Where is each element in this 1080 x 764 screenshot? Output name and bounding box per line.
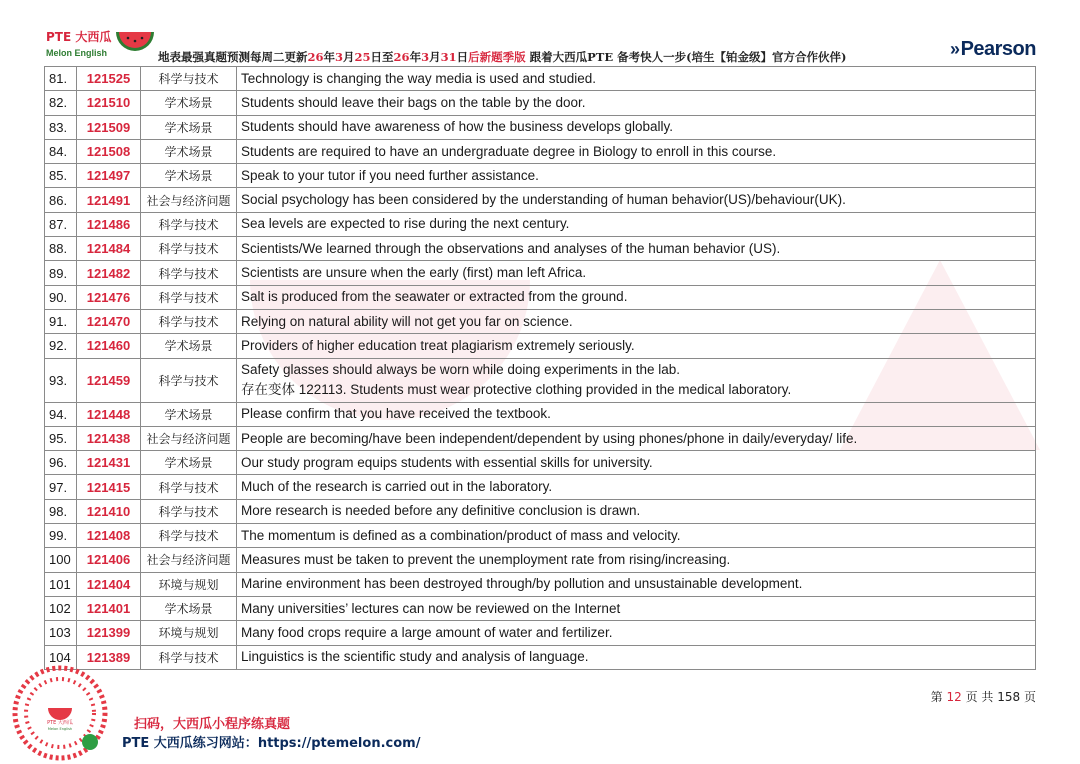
pearson-logo: »Pearson	[950, 38, 1036, 60]
row-number: 90.	[45, 285, 77, 309]
row-number: 91.	[45, 309, 77, 333]
row-number: 82.	[45, 91, 77, 115]
category: 社会与经济问题	[141, 426, 237, 450]
category: 科学与技术	[141, 475, 237, 499]
sentence: Students should have awareness of how the business develops globally.	[241, 119, 674, 135]
page-number: 第 12 页 共 158 页	[930, 690, 1036, 704]
question-id: 121525	[77, 67, 141, 91]
sentence-text	[237, 524, 1036, 548]
sentence: Sea levels are expected to rise during the next century.	[241, 216, 570, 232]
footer-website: PTE 大西瓜练习网站：https://ptemelon.com/	[122, 736, 421, 751]
category: 科学与技术	[141, 524, 237, 548]
sentence: More research is needed before any definitive conclusion is drawn.	[241, 503, 641, 519]
sentence-text	[237, 548, 1036, 572]
sentence: Marine environment has been destroyed through/by pollution and unsustainable development.	[241, 576, 803, 592]
category: 学术场景	[141, 402, 237, 426]
question-id: 121510	[77, 91, 141, 115]
category: 学术场景	[141, 139, 237, 163]
row-number: 99.	[45, 524, 77, 548]
sentence-text	[237, 499, 1036, 523]
category: 学术场景	[141, 596, 237, 620]
sentence-text	[237, 621, 1036, 645]
sentence: Many universities’ lectures can now be reviewed on the Internet	[241, 600, 621, 616]
category: 环境与规划	[141, 621, 237, 645]
question-id: 121509	[77, 115, 141, 139]
category: 学术场景	[141, 334, 237, 358]
table-row	[45, 334, 1036, 358]
category: 科学与技术	[141, 285, 237, 309]
category: 科学与技术	[141, 309, 237, 333]
row-number: 95.	[45, 426, 77, 450]
sentence-text	[237, 309, 1036, 333]
sentence-text	[237, 212, 1036, 236]
question-id: 121448	[77, 402, 141, 426]
category: 学术场景	[141, 115, 237, 139]
table-row	[45, 402, 1036, 426]
table-row	[45, 572, 1036, 596]
question-id: 121482	[77, 261, 141, 285]
table-row	[45, 524, 1036, 548]
question-table	[44, 66, 1036, 670]
question-id: 121415	[77, 475, 141, 499]
page-header	[44, 18, 1036, 66]
sentence-text	[237, 475, 1036, 499]
sentence-text	[237, 237, 1036, 261]
sentence-text	[237, 67, 1036, 91]
table-row	[45, 645, 1036, 669]
sentence-text	[237, 188, 1036, 212]
table-row	[45, 188, 1036, 212]
question-id: 121476	[77, 285, 141, 309]
row-number: 100	[45, 548, 77, 572]
header-tagline: 地表最强真题预测每周二更新26年3月25日至26年3月31日后新题季版 跟着大西瓜PTE 备考快人一步(培生【铂金级】官方合作伙伴)	[158, 50, 847, 64]
sentence: Social psychology has been considered by the understanding of human behavior(US)/behaviour(UK).	[241, 192, 846, 208]
sentence-text	[237, 115, 1036, 139]
row-number: 92.	[45, 334, 77, 358]
qr-logo-subtext: Melon English	[47, 727, 73, 731]
row-number: 81.	[45, 67, 77, 91]
sentence: Providers of higher education treat plagiarism extremely seriously.	[241, 337, 635, 353]
question-id: 121406	[77, 548, 141, 572]
table-row	[45, 212, 1036, 236]
sentence: Scientists are unsure when the early (first) man left Africa.	[241, 265, 587, 281]
table-row	[45, 596, 1036, 620]
sentence-text	[237, 402, 1036, 426]
sentence-text	[237, 261, 1036, 285]
table-row	[45, 426, 1036, 450]
question-id: 121438	[77, 426, 141, 450]
question-id: 121399	[77, 621, 141, 645]
question-id: 121484	[77, 237, 141, 261]
table-row	[45, 475, 1036, 499]
row-number: 88.	[45, 237, 77, 261]
row-number: 84.	[45, 139, 77, 163]
pearson-mark-icon: »	[950, 39, 960, 59]
qr-logo-text: PTE 大西瓜	[47, 720, 73, 726]
category: 科学与技术	[141, 261, 237, 285]
question-id: 121404	[77, 572, 141, 596]
category: 科学与技术	[141, 499, 237, 523]
question-id: 121401	[77, 596, 141, 620]
table-row	[45, 67, 1036, 91]
sentence: Speak to your tutor if you need further assistance.	[241, 167, 539, 183]
table-row	[45, 237, 1036, 261]
row-number: 85.	[45, 164, 77, 188]
sentence: Measures must be taken to prevent the unemployment rate from rising/increasing.	[241, 551, 731, 567]
table-row	[45, 499, 1036, 523]
wechat-icon	[82, 734, 98, 750]
sentence: Linguistics is the scientific study and analysis of language.	[241, 649, 589, 665]
question-id: 121408	[77, 524, 141, 548]
sentence: Our study program equips students with essential skills for university.	[241, 454, 653, 470]
sentence: People are becoming/have been independent/dependent by using phones/phone in daily/everyday/ life.	[241, 430, 858, 446]
sentence: Please confirm that you have received the textbook.	[241, 406, 551, 422]
category: 科学与技术	[141, 67, 237, 91]
table-row	[45, 91, 1036, 115]
sentence-text	[237, 572, 1036, 596]
row-number: 102	[45, 596, 77, 620]
logo-subtitle: Melon English	[46, 48, 108, 58]
category: 科学与技术	[141, 358, 237, 402]
sentence-text	[237, 334, 1036, 358]
row-number: 103	[45, 621, 77, 645]
question-id: 121459	[77, 358, 141, 402]
sentence: Students should leave their bags on the table by the door.	[241, 94, 586, 110]
row-number: 97.	[45, 475, 77, 499]
logo-title: PTE 大西瓜	[46, 30, 112, 44]
table-row	[45, 164, 1036, 188]
sentence-text	[237, 596, 1036, 620]
row-number: 93.	[45, 358, 77, 402]
table-row	[45, 451, 1036, 475]
table-row	[45, 621, 1036, 645]
sentence: Scientists/We learned through the observations and analyses of the human behavior (US).	[241, 240, 781, 256]
question-id: 121497	[77, 164, 141, 188]
row-number: 87.	[45, 212, 77, 236]
table-row	[45, 358, 1036, 402]
row-number: 83.	[45, 115, 77, 139]
row-number: 98.	[45, 499, 77, 523]
sentence-text	[237, 91, 1036, 115]
watermelon-icon	[114, 28, 156, 62]
sentence: Many food crops require a large amount of water and fertilizer.	[241, 624, 613, 640]
sentence: Technology is changing the way media is used and studied.	[241, 70, 596, 86]
question-id: 121486	[77, 212, 141, 236]
question-id: 121508	[77, 139, 141, 163]
sentence-text	[237, 285, 1036, 309]
table-row	[45, 548, 1036, 572]
variant-note: 存在变体 122113. Students must wear protective clothing provided in the medical laboratory.	[241, 382, 792, 398]
category: 学术场景	[141, 451, 237, 475]
category: 科学与技术	[141, 212, 237, 236]
sentence-text	[237, 645, 1036, 669]
table-row	[45, 309, 1036, 333]
question-id: 121431	[77, 451, 141, 475]
website-link[interactable]: https://ptemelon.com/	[257, 736, 421, 751]
question-id: 121491	[77, 188, 141, 212]
row-number: 94.	[45, 402, 77, 426]
sentence-text	[237, 358, 1036, 402]
footer-scan-text: 扫码，大西瓜小程序练真题	[134, 717, 291, 732]
sentence-text	[237, 451, 1036, 475]
table-row	[45, 139, 1036, 163]
category: 环境与规划	[141, 572, 237, 596]
row-number: 86.	[45, 188, 77, 212]
row-number: 89.	[45, 261, 77, 285]
category: 科学与技术	[141, 645, 237, 669]
table-row	[45, 115, 1036, 139]
sentence-text	[237, 164, 1036, 188]
category: 学术场景	[141, 164, 237, 188]
category: 社会与经济问题	[141, 548, 237, 572]
table-row	[45, 285, 1036, 309]
sentence: The momentum is defined as a combination/product of mass and velocity.	[241, 527, 681, 543]
sentence: Students are required to have an undergraduate degree in Biology to enroll in this course.	[241, 143, 777, 159]
row-number: 96.	[45, 451, 77, 475]
table-row	[45, 261, 1036, 285]
sentence-text	[237, 139, 1036, 163]
category: 科学与技术	[141, 237, 237, 261]
sentence: Much of the research is carried out in the laboratory.	[241, 479, 553, 495]
row-number: 104	[45, 645, 77, 669]
question-id: 121410	[77, 499, 141, 523]
row-number: 101	[45, 572, 77, 596]
question-id: 121470	[77, 309, 141, 333]
sentence-text	[237, 426, 1036, 450]
sentence: Safety glasses should always be worn while doing experiments in the lab.	[241, 362, 680, 378]
category: 社会与经济问题	[141, 188, 237, 212]
question-id: 121460	[77, 334, 141, 358]
sentence: Salt is produced from the seawater or extracted from the ground.	[241, 289, 628, 305]
brand-logo	[44, 26, 156, 66]
category: 学术场景	[141, 91, 237, 115]
sentence: Relying on natural ability will not get you far on science.	[241, 313, 573, 329]
question-id: 121389	[77, 645, 141, 669]
